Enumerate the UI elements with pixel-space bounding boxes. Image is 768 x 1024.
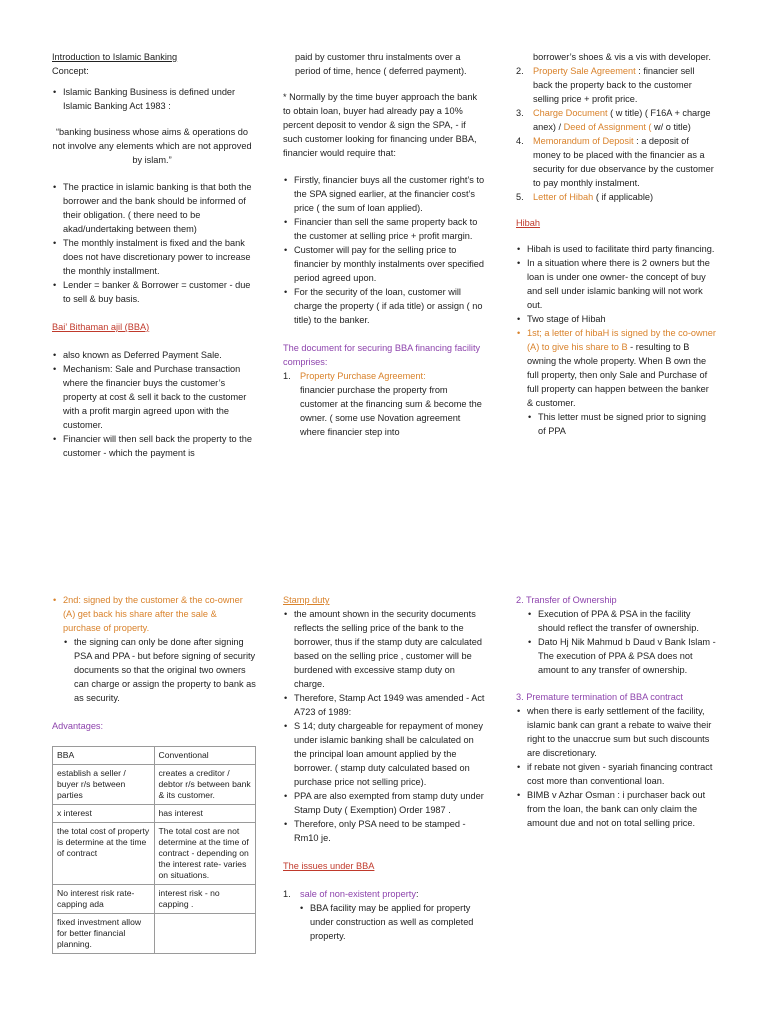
documents-list	[283, 369, 487, 439]
table-row	[53, 823, 256, 885]
hibah-list	[516, 242, 716, 438]
list-item	[516, 190, 716, 204]
list-item: • Lender = banker & Borrower = customer - due to sell & buy basis.	[52, 278, 252, 306]
premature-heading: 3. Premature termination of BBA contract	[516, 692, 683, 702]
document-body: financier purchase the property from customer at the financing sum & become the owner. ( some use Novation agreement where financier step into	[300, 385, 482, 437]
list-item: • BIMB v Azhar Osman : i purchaser back out from the loan, the bank can only claim the amount due and not on total selling price.	[516, 788, 716, 830]
table-cell: creates a creditor / debtor r/s between bank & its customer.	[154, 765, 256, 805]
list-item: • Customer will pay for the selling price to financier by monthly instalments over specified period agreed upon.	[283, 243, 487, 285]
transfer-heading: 2. Transfer of Ownership	[516, 595, 617, 605]
issue-colon: :	[415, 889, 419, 899]
list-item: • This letter must be signed prior to signing of PPA	[516, 410, 716, 438]
normally-paragraph: * Normally by the time buyer approach the bank to obtain loan, buyer had already pay a 10% percent deposit to vendor & sign the SPA, - if such customer looking for financing under BBA, financier would require that:	[283, 92, 478, 158]
issues-heading: The issues under BBA	[283, 861, 375, 871]
document-title: Letter of Hibah	[533, 192, 594, 202]
list-number: 2.	[516, 66, 524, 76]
list-item: • S 14; duty chargeable for repayment of money under islamic banking shall be calculated on the principal loan amount applied by the borrower. ( stamp duty calculated based on purchase price not selling price).	[283, 719, 487, 789]
list-item: • For the security of the loan, customer will charge the property ( if ada title) or assign ( no title) to the banker.	[283, 285, 487, 327]
table-cell: x interest	[53, 805, 155, 823]
table-header-row	[53, 747, 256, 765]
table-cell: Conventional	[154, 747, 256, 765]
first-stage-sub-list	[516, 410, 716, 438]
document-text: ( w title) ( F16A + charge anex) /	[533, 108, 711, 132]
table-row	[53, 765, 256, 805]
definition-quote: “banking business whose aims & operations do not involve any elements which are not approved by islam.”	[52, 127, 252, 165]
table-row	[53, 885, 256, 914]
list-item: • Islamic Banking Business is defined under Islamic Banking Act 1983 :	[52, 85, 252, 113]
list-item: • the signing can only be done after signing PSA and PPA - but before signing of security documents so that the original two owners can charge or assign the property to bank as as security.	[52, 635, 257, 705]
premature-list	[516, 704, 716, 830]
second-stage-list	[52, 593, 257, 705]
column-5	[283, 593, 487, 943]
documents-heading: The document for securing BBA financing facility comprises:	[283, 343, 481, 367]
document-text: ( if applicable)	[593, 192, 654, 202]
list-item	[516, 326, 716, 438]
document-title: Deed of Assignment (	[563, 122, 652, 132]
document-text: : financier sell back the property back to the customer selling price + profit price.	[533, 66, 695, 104]
list-item: • Two stage of Hibah	[516, 312, 716, 326]
stamp-duty-list	[283, 607, 487, 845]
column-3	[516, 50, 716, 438]
column-6	[516, 593, 716, 830]
second-stage-text: 2nd: signed by the customer & the co-owner (A) get back his share after the sale & purchase of property.	[63, 595, 243, 633]
list-item: • Financier than sell the same property back to the customer at selling price + profit margin.	[283, 215, 487, 243]
list-item: • BBA facility may be applied for property under construction as well as completed property.	[288, 901, 487, 943]
list-item: • Firstly, financier buys all the customer right’s to the SPA signed earlier, at the financier cost’s price ( the sum of loan applied).	[283, 173, 487, 215]
document-text: w/ o title)	[651, 122, 691, 132]
bba-steps-list	[283, 173, 487, 327]
list-item	[516, 106, 716, 134]
transfer-list	[516, 607, 716, 677]
issue-title: sale of non-existent property	[300, 889, 416, 899]
comparison-table	[52, 746, 256, 954]
first-stage-rest: - resulting to B owning the whole property. When B own the full property, then only Sale and Purchase of full property can happen between the banker & customer.	[527, 342, 709, 408]
list-item	[516, 64, 716, 106]
list-item	[283, 887, 487, 943]
list-number: 1.	[283, 889, 291, 899]
table-cell: interest risk - no capping .	[154, 885, 256, 914]
second-stage-sub-list	[52, 635, 257, 705]
list-item: • In a situation where there is 2 owners but the loan is under one owner- the concept of buy and sell under islamic banking will not work out.	[516, 256, 716, 312]
list-item: • The monthly instalment is fixed and the bank does not have discretionary power to increase the monthly installment.	[52, 236, 252, 278]
list-item	[516, 134, 716, 190]
list-number: 5.	[516, 192, 524, 202]
bba-heading: Bai’ Bithaman ajil (BBA)	[52, 322, 150, 332]
table-cell: BBA	[53, 747, 155, 765]
list-item: • when there is early settlement of the facility, islamic bank can grant a rebate to waive their right to the unaccrue sum but such discounts are discretionary.	[516, 704, 716, 760]
list-item	[52, 593, 257, 705]
hibah-heading: Hibah	[516, 218, 541, 228]
table-cell	[154, 914, 256, 954]
table-cell: has interest	[154, 805, 256, 823]
documents-list-continued	[516, 64, 716, 204]
table-cell: establish a seller / buyer r/s between parties	[53, 765, 155, 805]
list-item	[283, 369, 487, 439]
list-item: • Therefore, Stamp Act 1949 was amended - Act A723 of 1989:	[283, 691, 487, 719]
practice-list	[52, 180, 252, 306]
list-item: • The practice in islamic banking is that both the borrower and the bank should be informed of their obligation. ( there need to be akad/undertaking between them)	[52, 180, 252, 236]
issue-sub-list	[288, 901, 487, 943]
table-cell: The total cost are not determine at the time of contract - depending on the interest rate- varies on situations.	[154, 823, 256, 885]
table-row	[53, 805, 256, 823]
list-item: • Dato Hj Nik Mahmud b Daud v Bank Islam - The execution of PPA & PSA does not amount to any transfer of ownership.	[516, 635, 716, 677]
list-item: • if rebate not given - syariah financing contract cost more than conventional loan.	[516, 760, 716, 788]
first-stage-lead: 1st; a letter of hibaH is signed by the co-owner (A) to give his share to B	[527, 328, 716, 352]
list-item: • Hibah is used to facilitate third party financing.	[516, 242, 716, 256]
list-item: • Mechanism: Sale and Purchase transaction where the financier buys the customer’s property at cost & sell it back to the customer with a profit margin agreed upon with the customer.	[52, 362, 252, 432]
column-4	[52, 593, 257, 954]
advantages-heading: Advantages:	[52, 721, 104, 731]
column-1	[52, 50, 252, 460]
list-item: • Therefore, only PSA need to be stamped - Rm10 je.	[283, 817, 487, 845]
concept-list	[52, 85, 252, 113]
document-title: Property Purchase Agreement:	[300, 371, 426, 381]
list-item: • the amount shown in the security documents reflects the selling price of the bank to the borrower, thus if the stamp duty are calculated based on the selling price , customer will be burdened with excessive stamp duty on charge.	[283, 607, 487, 691]
list-item: • PPA are also exempted from stamp duty under Stamp Duty ( Exemption) Order 1987 .	[283, 789, 487, 817]
page-title: Introduction to Islamic Banking	[52, 52, 178, 62]
table-cell: fixed investment allow for better financial planning.	[53, 914, 155, 954]
document-title: Property Sale Agreement	[533, 66, 636, 76]
list-item: • Financier will then sell back the property to the customer - which the payment is	[52, 432, 252, 460]
document-text: : a deposit of money to be placed with the financier as a security for due observance by the customer to pay monthly instalment.	[533, 136, 714, 188]
table-cell: the total cost of property is determine at the time of contract	[53, 823, 155, 885]
stamp-duty-heading: Stamp duty	[283, 595, 330, 605]
bba-list	[52, 348, 252, 460]
concept-label: Concept:	[52, 66, 89, 76]
table-row	[53, 914, 256, 954]
table-cell: No interest risk rate- capping ada	[53, 885, 155, 914]
document-title: Charge Document	[533, 108, 608, 118]
continued-text: borrower’s shoes & vis a vis with developer.	[533, 52, 711, 62]
list-number: 1.	[283, 371, 291, 381]
list-number: 3.	[516, 108, 524, 118]
column-2	[283, 50, 487, 439]
document-title: Memorandum of Deposit	[533, 136, 634, 146]
list-item: • also known as Deferred Payment Sale.	[52, 348, 252, 362]
issues-list	[283, 887, 487, 943]
list-item: • Execution of PPA & PSA in the facility should reflect the transfer of ownership.	[516, 607, 716, 635]
list-number: 4.	[516, 136, 524, 146]
continued-text: paid by customer thru instalments over a period of time, hence ( deferred payment).	[295, 52, 467, 76]
